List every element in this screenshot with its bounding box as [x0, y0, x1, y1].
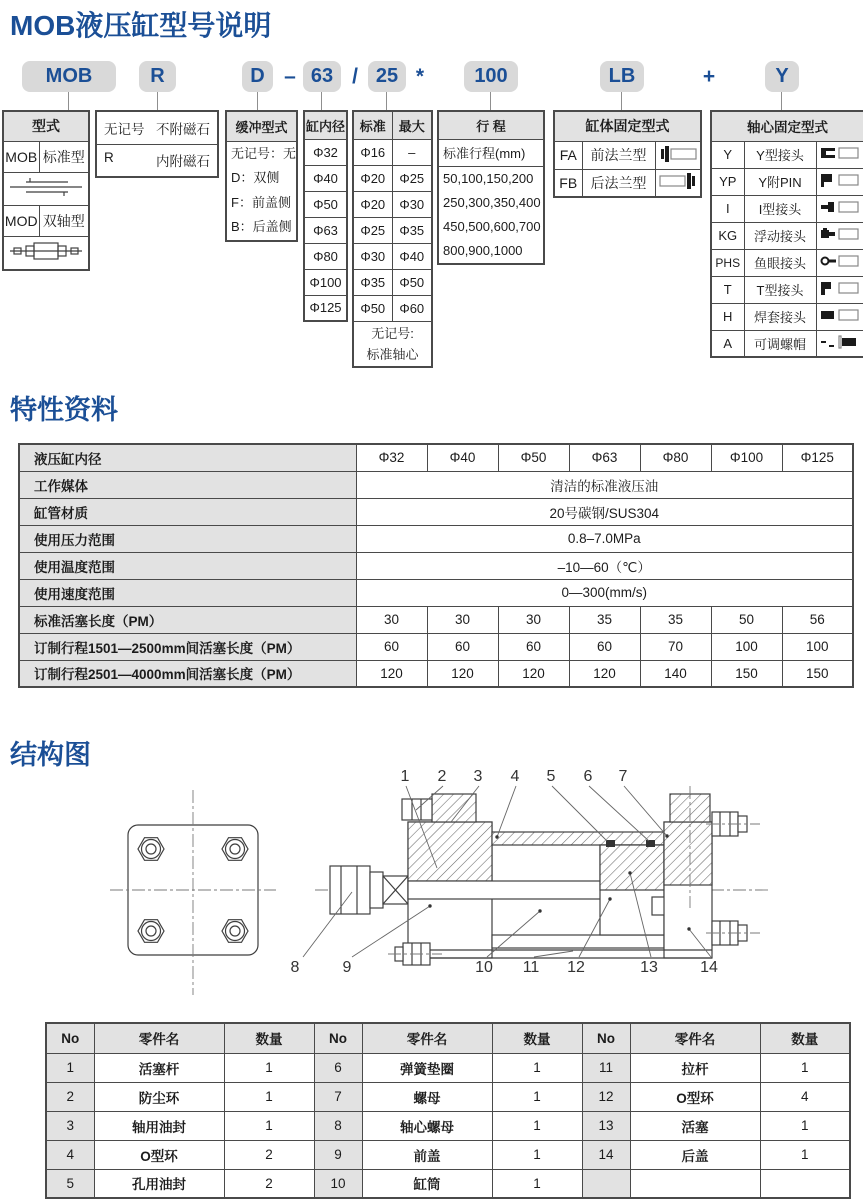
rodend-icon-cell — [816, 141, 863, 168]
rod-std: Φ20 — [353, 191, 392, 217]
structure-drawing — [0, 758, 863, 1010]
part-qty: 1 — [492, 1140, 582, 1169]
rod-std: Φ25 — [353, 217, 392, 243]
rod-max: Φ40 — [392, 243, 432, 269]
magnet-code: 无记号 — [104, 121, 145, 137]
bore-value: Φ63 — [304, 217, 347, 243]
spec-num: 120 — [356, 660, 427, 687]
bore-value: Φ50 — [304, 191, 347, 217]
a-adjustable-nut-icon — [818, 333, 862, 351]
spec-num: 30 — [498, 606, 569, 633]
double-rod-cylinder-icon — [6, 237, 86, 265]
cushion-option: 无记号：无 — [231, 145, 297, 161]
stroke-values — [438, 166, 544, 264]
rodend-name: 可调螺帽 — [744, 330, 816, 357]
part-qty: 1 — [224, 1082, 314, 1111]
stroke-table — [437, 110, 545, 265]
part-no: 5 — [46, 1169, 94, 1198]
model-separator-plus: + — [702, 65, 716, 88]
connector-line — [386, 92, 387, 110]
rod-max: Φ60 — [392, 295, 432, 321]
phs-eye-joint-icon — [818, 252, 862, 270]
rod-std: Φ50 — [353, 295, 392, 321]
magnet-name: 不附磁石 — [156, 121, 210, 137]
connector-line — [621, 92, 622, 110]
y-joint-icon — [818, 144, 862, 162]
body-mount-header: 缸体固定型式 — [554, 111, 701, 141]
rodend-name: Y附PIN — [744, 168, 816, 195]
callout-label: 1 — [400, 768, 410, 785]
part-name: 活塞 — [630, 1111, 760, 1140]
spec-label: 使用压力范围 — [19, 525, 356, 552]
part-qty: 1 — [492, 1169, 582, 1198]
part-name — [630, 1169, 760, 1198]
structure-title: 结构图 — [10, 740, 91, 770]
spec-bore: Φ63 — [569, 444, 640, 471]
mount-icon-cell — [655, 141, 701, 169]
rod-std: Φ35 — [353, 269, 392, 295]
cushion-options — [226, 141, 297, 241]
specs-title: 特性资料 — [10, 395, 118, 425]
part-no: 7 — [314, 1082, 362, 1111]
parts-header-name: 零件名 — [94, 1023, 224, 1053]
mount-name: 后法兰型 — [582, 169, 655, 197]
rod-max-header: 最大 — [392, 111, 432, 139]
part-no: 14 — [582, 1140, 630, 1169]
table-row — [46, 1169, 850, 1198]
spec-num: 30 — [356, 606, 427, 633]
h-weld-joint-icon — [818, 306, 862, 324]
mount-code: FA — [554, 141, 582, 169]
stroke-line: 450,500,600,700 — [443, 218, 541, 234]
part-name: 弹簧垫圈 — [362, 1053, 492, 1082]
magnet-code: R — [104, 150, 114, 166]
spec-num: 60 — [498, 633, 569, 660]
part-qty: 1 — [760, 1111, 850, 1140]
part-name: O型环 — [630, 1082, 760, 1111]
connector-line — [321, 92, 322, 110]
magnet-row — [96, 144, 218, 177]
part-name: 孔用油封 — [94, 1169, 224, 1198]
rod-max: Φ30 — [392, 191, 432, 217]
part-name: 防尘环 — [94, 1082, 224, 1111]
spec-label: 订制行程1501—2500mm间活塞长度（PM） — [19, 633, 356, 660]
rodend-code: H — [711, 303, 744, 330]
spec-num: 70 — [640, 633, 711, 660]
part-qty: 2 — [224, 1140, 314, 1169]
spec-num: 60 — [569, 633, 640, 660]
rod-max: Φ50 — [392, 269, 432, 295]
cushion-option: F：前盖侧 — [231, 194, 291, 210]
parts-header-no: No — [46, 1023, 94, 1053]
stroke-line: 50,100,150,200 — [443, 170, 534, 186]
spec-num: 150 — [711, 660, 782, 687]
mod-sketch-cell — [3, 236, 89, 270]
spec-num: 100 — [782, 633, 853, 660]
connector-line — [157, 92, 158, 110]
spec-bore: Φ32 — [356, 444, 427, 471]
callout-label: 2 — [437, 768, 447, 785]
bore-value: Φ100 — [304, 269, 347, 295]
spec-value: 0.8–7.0MPa — [356, 525, 853, 552]
part-qty: 1 — [760, 1053, 850, 1082]
spec-num: 150 — [782, 660, 853, 687]
i-joint-icon — [818, 198, 862, 216]
cushion-option: B：后盖侧 — [231, 219, 292, 234]
connector-line — [490, 92, 491, 110]
callout-label: 5 — [546, 768, 556, 785]
rodend-code: I — [711, 195, 744, 222]
connector-line — [257, 92, 258, 110]
spec-num: 140 — [640, 660, 711, 687]
part-qty: 1 — [492, 1053, 582, 1082]
cushion-table-header: 缓冲型式 — [226, 111, 297, 141]
rear-flange-icon — [657, 172, 699, 190]
part-qty: 1 — [492, 1111, 582, 1140]
rodend-icon-cell — [816, 303, 863, 330]
part-name: 螺母 — [362, 1082, 492, 1111]
part-name: 后盖 — [630, 1140, 760, 1169]
parts-header-name: 零件名 — [630, 1023, 760, 1053]
rod-mount-table — [710, 110, 863, 358]
model-segment-type: MOB — [22, 61, 116, 92]
front-flange-icon — [657, 145, 699, 163]
rodend-icon-cell — [816, 276, 863, 303]
rodend-icon-cell — [816, 195, 863, 222]
model-segment-magnet: R — [139, 61, 176, 92]
flange-plate-view — [110, 790, 276, 995]
spec-num: 50 — [711, 606, 782, 633]
spec-value: 20号碳钢/SUS304 — [356, 498, 853, 525]
spec-num: 60 — [427, 633, 498, 660]
part-name: 轴心螺母 — [362, 1111, 492, 1140]
spec-bore: Φ125 — [782, 444, 853, 471]
mount-icon-cell — [655, 169, 701, 197]
part-qty — [760, 1169, 850, 1198]
spec-value: –10—60（℃） — [356, 552, 853, 579]
parts-header-qty: 数量 — [492, 1023, 582, 1053]
model-segment-mount: LB — [600, 61, 644, 92]
spec-num: 35 — [569, 606, 640, 633]
spec-num: 120 — [498, 660, 569, 687]
model-segment-rodend: Y — [765, 61, 799, 92]
part-qty: 1 — [760, 1140, 850, 1169]
table-row — [46, 1053, 850, 1082]
spec-num: 100 — [711, 633, 782, 660]
model-segment-stroke: 100 — [464, 61, 518, 92]
table-row — [46, 1140, 850, 1169]
mob-sketch-cell — [3, 172, 89, 205]
part-no: 11 — [582, 1053, 630, 1082]
model-segment-cushion: D — [242, 61, 273, 92]
rod-max: Φ35 — [392, 217, 432, 243]
part-name: 缸筒 — [362, 1169, 492, 1198]
rod-footer-line: 无记号: — [371, 325, 414, 341]
spec-label: 订制行程2501—4000mm间活塞长度（PM） — [19, 660, 356, 687]
type-name: 双轴型 — [39, 205, 89, 236]
spec-num: 120 — [427, 660, 498, 687]
rodend-name: I型接头 — [744, 195, 816, 222]
stroke-line: 800,900,1000 — [443, 242, 523, 258]
spec-label: 标准活塞长度（PM） — [19, 606, 356, 633]
part-no: 8 — [314, 1111, 362, 1140]
spec-num: 56 — [782, 606, 853, 633]
rodend-code: A — [711, 330, 744, 357]
cushion-table — [225, 110, 298, 242]
table-row — [46, 1111, 850, 1140]
stroke-subheader: 标准行程(mm) — [438, 139, 544, 166]
part-no: 1 — [46, 1053, 94, 1082]
spec-bore: Φ100 — [711, 444, 782, 471]
cushion-option: D：双侧 — [231, 170, 280, 185]
mount-code: FB — [554, 169, 582, 197]
part-name: 轴用油封 — [94, 1111, 224, 1140]
table-row — [46, 1082, 850, 1111]
part-name: 活塞杆 — [94, 1053, 224, 1082]
rod-std-header: 标准 — [353, 111, 392, 139]
rodend-name: 鱼眼接头 — [744, 249, 816, 276]
part-name: O型环 — [94, 1140, 224, 1169]
part-no: 9 — [314, 1140, 362, 1169]
part-name: 前盖 — [362, 1140, 492, 1169]
type-name: 标准型 — [39, 141, 89, 172]
parts-header-qty: 数量 — [224, 1023, 314, 1053]
callout-label: 9 — [342, 959, 352, 976]
page-title: MOB液压缸型号说明 — [10, 10, 272, 41]
rodend-code: KG — [711, 222, 744, 249]
model-separator-star: * — [415, 65, 425, 88]
type-code: MOD — [3, 205, 39, 236]
spec-num: 30 — [427, 606, 498, 633]
spec-value: 0—300(mm/s) — [356, 579, 853, 606]
connector-line — [68, 92, 69, 110]
type-table — [2, 110, 90, 271]
spec-num: 35 — [640, 606, 711, 633]
callout-label: 8 — [290, 959, 300, 976]
parts-header-no: No — [314, 1023, 362, 1053]
part-qty: 1 — [224, 1111, 314, 1140]
magnet-table — [95, 110, 219, 178]
spec-label: 缸管材质 — [19, 498, 356, 525]
stroke-table-header: 行 程 — [438, 111, 544, 139]
part-qty: 1 — [492, 1082, 582, 1111]
parts-header-qty: 数量 — [760, 1023, 850, 1053]
rodend-icon-cell — [816, 330, 863, 357]
rod-max: Φ25 — [392, 165, 432, 191]
model-separator-slash: / — [352, 65, 358, 88]
cylinder-section-view — [315, 786, 768, 965]
part-qty: 2 — [224, 1169, 314, 1198]
yp-pin-joint-icon — [818, 171, 862, 189]
rod-std: Φ16 — [353, 139, 392, 165]
callout-label: 7 — [618, 768, 628, 785]
part-no: 2 — [46, 1082, 94, 1111]
callout-label: 3 — [473, 768, 483, 785]
rod-mount-header: 轴心固定型式 — [711, 111, 863, 141]
model-segment-bore: 63 — [303, 61, 341, 92]
callout-label: 12 — [567, 959, 585, 976]
spec-label: 工作媒体 — [19, 471, 356, 498]
connector-line — [781, 92, 782, 110]
callout-label: 6 — [583, 768, 593, 785]
kg-floating-joint-icon — [818, 225, 862, 243]
spec-num: 60 — [356, 633, 427, 660]
spec-num: 120 — [569, 660, 640, 687]
part-no: 12 — [582, 1082, 630, 1111]
part-qty: 1 — [224, 1053, 314, 1082]
callout-label: 11 — [522, 959, 540, 976]
callout-label: 4 — [510, 768, 520, 785]
bore-value: Φ80 — [304, 243, 347, 269]
magnet-row — [96, 111, 218, 144]
model-segment-rod: 25 — [368, 61, 406, 92]
parts-table — [45, 1022, 851, 1199]
rodend-name: 浮动接头 — [744, 222, 816, 249]
callout-label: 13 — [640, 959, 658, 976]
type-table-header: 型式 — [3, 111, 89, 141]
bore-value: Φ32 — [304, 139, 347, 165]
callout-label: 10 — [475, 959, 493, 976]
rod-std: Φ20 — [353, 165, 392, 191]
mount-name: 前法兰型 — [582, 141, 655, 169]
type-code: MOB — [3, 141, 39, 172]
rod-table-footer — [353, 321, 432, 367]
spec-label: 液压缸内径 — [19, 444, 356, 471]
part-no: 10 — [314, 1169, 362, 1198]
rodend-icon-cell — [816, 168, 863, 195]
rodend-icon-cell — [816, 222, 863, 249]
t-joint-icon — [818, 279, 862, 297]
specs-table — [18, 443, 854, 688]
rodend-code: YP — [711, 168, 744, 195]
rodend-code: T — [711, 276, 744, 303]
spec-bore: Φ80 — [640, 444, 711, 471]
rodend-name: T型接头 — [744, 276, 816, 303]
model-separator-dash: – — [284, 65, 296, 88]
parts-header-no: No — [582, 1023, 630, 1053]
rodend-name: Y型接头 — [744, 141, 816, 168]
magnet-name: 内附磁石 — [156, 154, 210, 170]
part-name: 拉杆 — [630, 1053, 760, 1082]
part-qty: 4 — [760, 1082, 850, 1111]
callout-label: 14 — [700, 959, 718, 976]
part-no: 3 — [46, 1111, 94, 1140]
spec-bore: Φ40 — [427, 444, 498, 471]
parts-header-name: 零件名 — [362, 1023, 492, 1053]
body-mount-table — [553, 110, 702, 198]
spec-label: 使用速度范围 — [19, 579, 356, 606]
rod-std: Φ30 — [353, 243, 392, 269]
part-no — [582, 1169, 630, 1198]
bore-value: Φ40 — [304, 165, 347, 191]
rod-max: – — [392, 139, 432, 165]
bore-value: Φ125 — [304, 295, 347, 321]
spec-label: 使用温度范围 — [19, 552, 356, 579]
rod-diameter-table — [352, 110, 433, 368]
part-no: 4 — [46, 1140, 94, 1169]
stroke-line: 250,300,350,400 — [443, 194, 541, 210]
spec-bore: Φ50 — [498, 444, 569, 471]
rodend-code: Y — [711, 141, 744, 168]
rodend-name: 焊套接头 — [744, 303, 816, 330]
spec-value: 清洁的标准液压油 — [356, 471, 853, 498]
part-no: 13 — [582, 1111, 630, 1140]
rodend-icon-cell — [816, 249, 863, 276]
part-no: 6 — [314, 1053, 362, 1082]
rodend-code: PHS — [711, 249, 744, 276]
bore-table-header: 缸内径 — [304, 111, 347, 139]
rod-footer-line: 标准轴心 — [366, 346, 419, 362]
single-rod-cylinder-icon — [6, 173, 86, 201]
bore-table — [303, 110, 348, 322]
